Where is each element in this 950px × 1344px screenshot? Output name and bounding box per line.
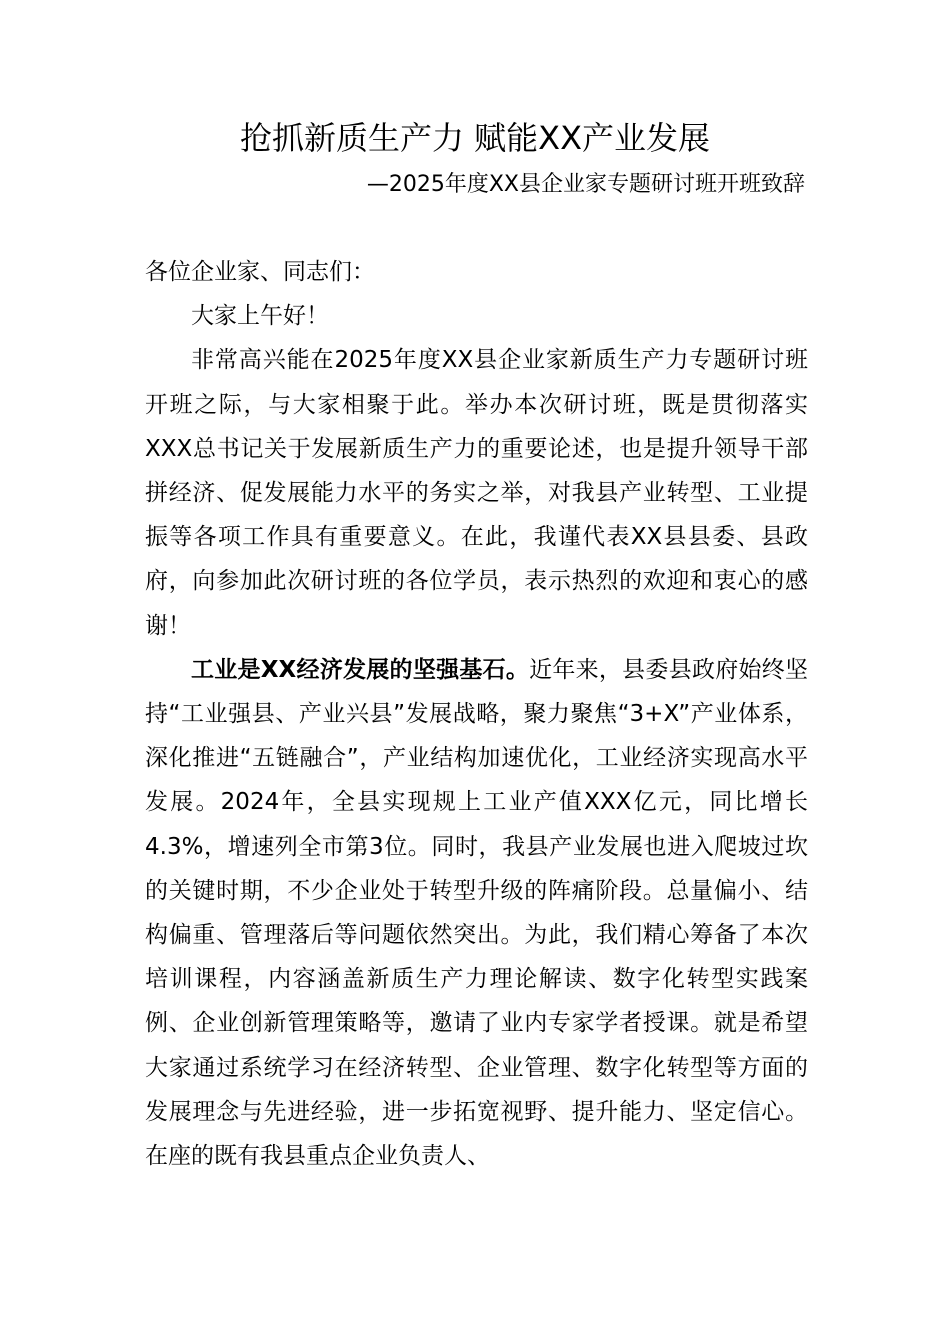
paragraph-1: 非常高兴能在2025年度XX县企业家新质生产力专题研讨班开班之际，与大家相聚于此。举办本次研讨班，既是贯彻落实XXX总书记关于发展新质生产力的重要论述，也是提升领导干部拼经济、促发展能力水平的务实之举，对我县产业转型、工业提振等各项工作具有重要意义。在此，我谨代表XX县县委、县政府，向参加此次研讨班的各位学员，表示热烈的欢迎和衷心的感谢！	[145, 347, 808, 639]
document-title: 抢抓新质生产力 赋能XX产业发展	[239, 119, 711, 157]
paragraph-2-text: 近年来，县委县政府始终坚持“工业强县、产业兴县”发展战略，聚力聚焦“3+X”产业体系，深化推进“五链融合”，产业结构加速优化，工业经济实现高水平发展。2024年，全县实现规上工业产值XXX亿元，同比增长4.3%，增速列全市第3位。同时，我县产业发展也进入爬坡过坎的关键时期，不少企业处于转型升级的阵痛阶段。总量偏小、结构偏重、管理落后等问题依然突出。为此，我们精心筹备了本次培训课程，内容涵盖新质生产力理论解读、数字化转型实践案例、企业创新管理策略等，邀请了业内专家学者授课。就是希望大家通过系统学习在经济转型、企业管理、数字化转型等方面的发展理念与先进经验，进一步拓宽视野、提升能力、坚定信心。在座的既有我县重点企业负责人、	[145, 656, 808, 1170]
paragraph-2-lead: 工业是XX经济发展的坚强基石。	[191, 656, 530, 683]
document-body	[145, 250, 808, 1178]
document-subtitle: —2025年度XX县企业家专题研讨班开班致辞	[366, 172, 805, 197]
greeting: 大家上午好！	[191, 303, 329, 330]
paragraph-2	[145, 648, 808, 1178]
salutation: 各位企业家、同志们：	[145, 259, 375, 285]
